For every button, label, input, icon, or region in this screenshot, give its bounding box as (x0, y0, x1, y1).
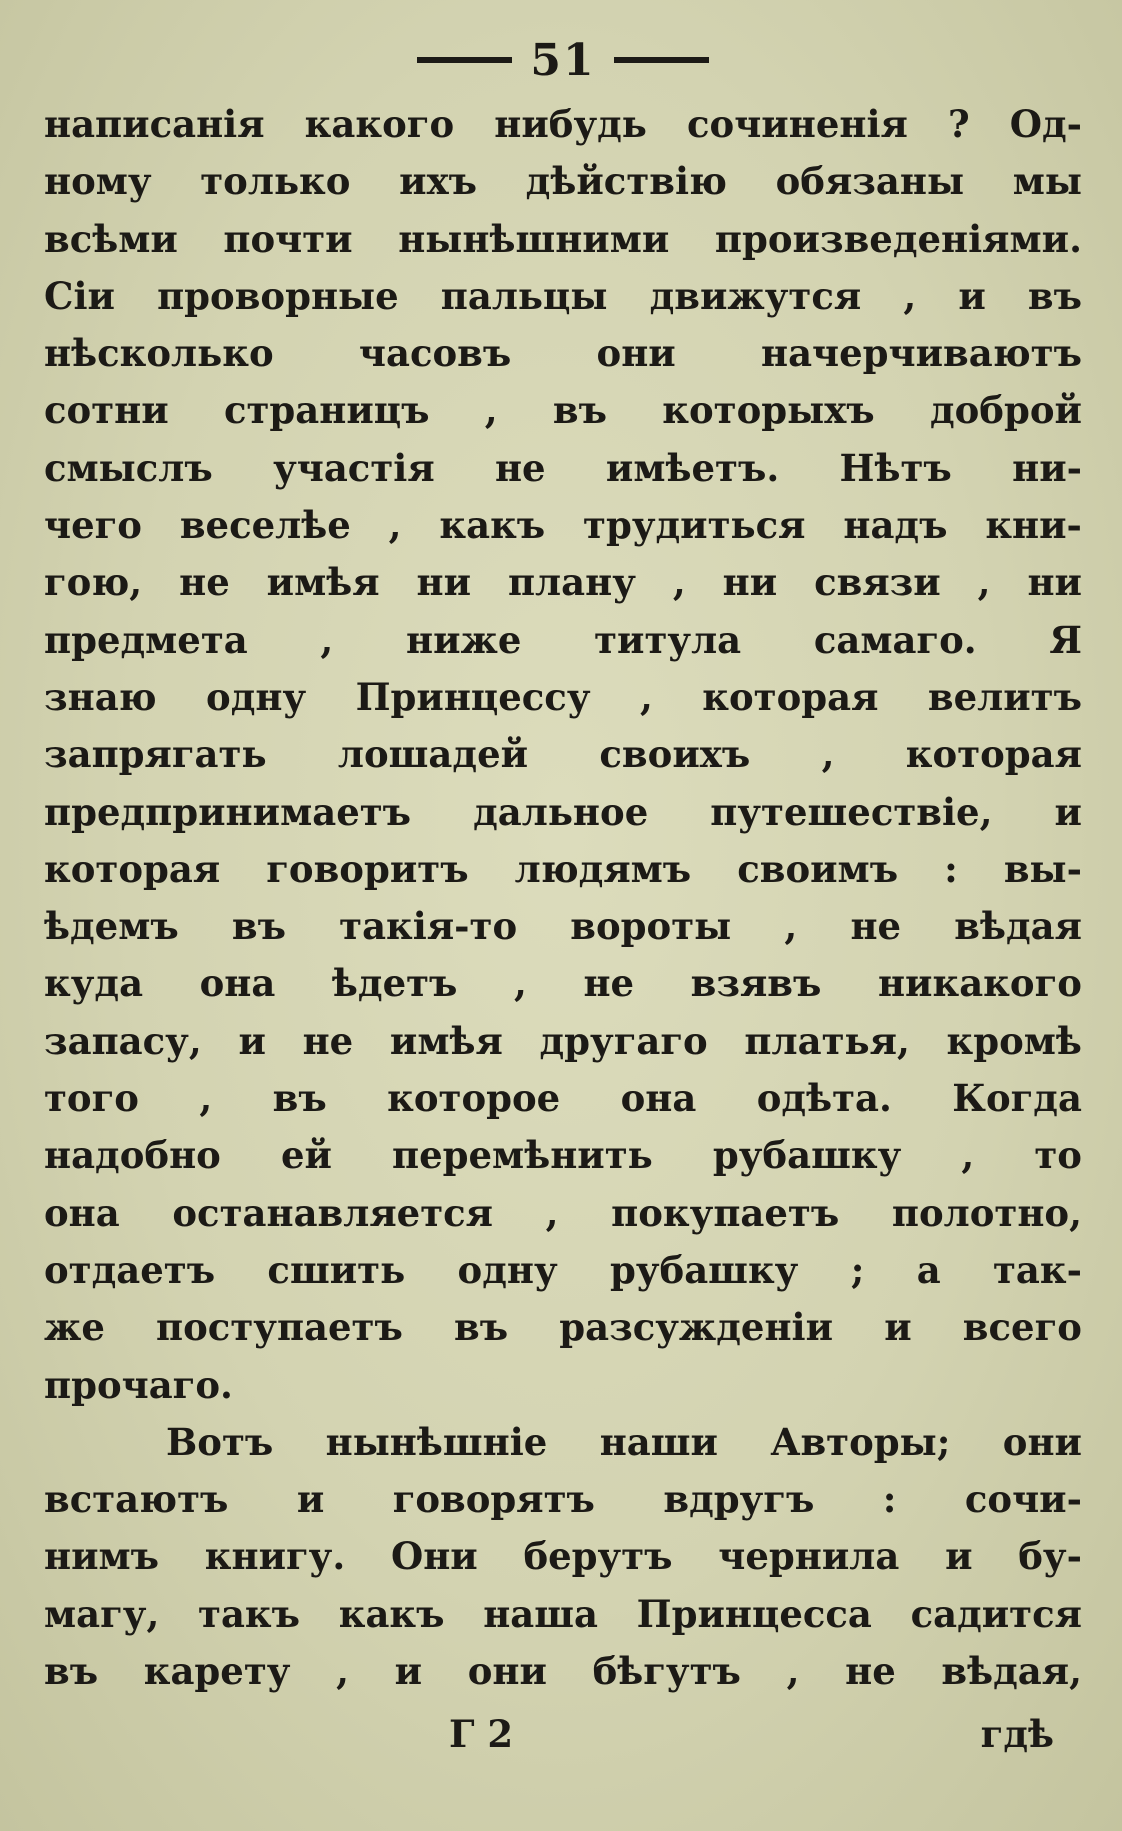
word: , (977, 560, 991, 605)
word: которая (905, 732, 1082, 777)
word: , (484, 388, 498, 433)
word: проворные (157, 273, 399, 318)
word: , (903, 273, 917, 318)
word: карету (143, 1649, 291, 1694)
word: мы (1012, 159, 1082, 204)
text-line (44, 904, 1082, 961)
word: титула (594, 617, 742, 662)
word: покупаетъ (611, 1190, 840, 1235)
body-text (44, 102, 1082, 1706)
word: берутъ (523, 1534, 673, 1579)
word: въ (272, 1076, 327, 1121)
word: которая (44, 846, 221, 891)
word: пальцы (440, 273, 608, 318)
word: только (200, 159, 351, 204)
text-line (44, 1191, 1082, 1248)
text-line (44, 217, 1082, 274)
word: такія-то (339, 904, 518, 949)
word: Сіи (44, 273, 115, 318)
word: бѣгутъ (592, 1649, 741, 1694)
word: не (850, 904, 902, 949)
text-line (44, 331, 1082, 388)
word: путешествіе, (710, 789, 993, 834)
word: въ (454, 1305, 509, 1350)
word: ни (416, 560, 472, 605)
paragraph (44, 1420, 1082, 1706)
word: , (786, 1649, 800, 1694)
word: они (1002, 1419, 1082, 1464)
word: не (494, 445, 546, 490)
word: то (1034, 1133, 1082, 1178)
word: и (958, 273, 986, 318)
word: перемѣнить (392, 1133, 653, 1178)
word: одну (457, 1247, 558, 1292)
word: ей (280, 1133, 332, 1178)
word: имѣя (266, 560, 380, 605)
word: прочаго. (44, 1362, 233, 1407)
word: въ (44, 1649, 99, 1694)
word: , (639, 674, 653, 719)
word: встаютъ (44, 1477, 229, 1522)
word: ни (722, 560, 778, 605)
text-line (44, 790, 1082, 847)
word: Од- (1009, 102, 1082, 146)
text-line (44, 274, 1082, 331)
word: , (545, 1190, 559, 1235)
text-line (44, 1363, 1082, 1420)
word: смыслъ (44, 445, 213, 490)
word: сочи- (964, 1477, 1082, 1522)
header-rule-left (417, 57, 512, 63)
word: своихъ (599, 732, 751, 777)
page-header (44, 30, 1082, 90)
word: , (961, 1133, 975, 1178)
word: ; (850, 1247, 865, 1292)
word: Принцесса (636, 1591, 872, 1636)
word: и (884, 1305, 912, 1350)
word: обязаны (775, 159, 965, 204)
text-line (44, 618, 1082, 675)
word: въ (231, 904, 286, 949)
word: веселѣе (179, 503, 351, 548)
word: : (944, 846, 958, 891)
word: имѣетъ. (605, 445, 780, 490)
word: чернила (718, 1534, 900, 1579)
word: вы- (1003, 846, 1082, 891)
text-line (44, 1019, 1082, 1076)
word: которыхъ (662, 388, 875, 433)
word: они (596, 331, 676, 376)
word: же (44, 1305, 105, 1350)
word: связи (814, 560, 941, 605)
text-line (44, 446, 1082, 503)
word: въ (1027, 273, 1082, 318)
word: ному (44, 159, 152, 204)
word: того (44, 1076, 139, 1121)
text-line (44, 159, 1082, 216)
text-line (44, 675, 1082, 732)
word: они (467, 1649, 547, 1694)
word: , (821, 732, 835, 777)
word: Авторы; (770, 1419, 951, 1464)
page-number: 51 (530, 34, 596, 86)
text-line (44, 1133, 1082, 1190)
word: и (394, 1649, 423, 1694)
word: и (238, 1018, 266, 1063)
text-line (44, 1477, 1082, 1534)
word: и (945, 1534, 973, 1579)
header-rule-right (614, 57, 709, 63)
word: въ (552, 388, 607, 433)
word: Принцессу (355, 674, 591, 719)
word: имѣя (389, 1018, 503, 1063)
word: вороты (570, 904, 732, 949)
word: доброй (929, 388, 1082, 433)
word: часовъ (358, 331, 512, 376)
text-line (44, 1649, 1082, 1706)
word: и (1054, 789, 1082, 834)
word: , (388, 503, 402, 548)
word: магу, (44, 1591, 160, 1636)
word: нѣсколько (44, 331, 274, 376)
word: плану (507, 560, 636, 605)
word: вѣдая (954, 904, 1082, 949)
word: кромѣ (946, 1018, 1082, 1063)
text-line (44, 388, 1082, 445)
word: движутся (649, 273, 862, 318)
word: ? (947, 102, 970, 146)
word: людямъ (514, 846, 692, 891)
catchword: гдѣ (980, 1712, 1054, 1757)
word: она (199, 961, 276, 1006)
word: рубашку (609, 1247, 799, 1292)
word: садится (910, 1591, 1082, 1636)
word: никакого (877, 961, 1082, 1006)
word: другаго (539, 1018, 708, 1063)
word: , (320, 617, 334, 662)
word: предпринимаетъ (44, 789, 412, 834)
word: надобно (44, 1133, 221, 1178)
word: бу- (1018, 1534, 1082, 1579)
word: не (845, 1649, 896, 1694)
word: поступаетъ (156, 1305, 403, 1350)
word: чего (44, 503, 142, 548)
word: рубашку (712, 1133, 902, 1178)
word: какъ (338, 1591, 445, 1636)
word: говорятъ (392, 1477, 595, 1522)
word: вѣдая, (941, 1649, 1082, 1694)
word: лошадей (337, 732, 529, 777)
word: , (336, 1649, 349, 1694)
word: а (916, 1247, 941, 1292)
word: она (44, 1190, 120, 1235)
word: нимъ (44, 1534, 160, 1579)
word: , (514, 961, 527, 1006)
text-line (44, 1076, 1082, 1133)
word: произведеніями. (714, 216, 1082, 261)
word: наши (599, 1419, 718, 1464)
word: начерчиваютъ (760, 331, 1082, 376)
word: ниже (405, 617, 522, 662)
text-line (44, 1592, 1082, 1649)
word: всего (962, 1305, 1082, 1350)
word: ѣдетъ (331, 961, 458, 1006)
word: нынѣшними (398, 216, 670, 261)
signature-mark: Г 2 (449, 1712, 514, 1757)
word: запрягать (44, 732, 267, 777)
word: куда (44, 961, 144, 1006)
word: знаю (44, 674, 157, 719)
word: сочиненія (687, 102, 908, 146)
word: страницъ (223, 388, 430, 433)
word: ни (1027, 560, 1082, 605)
word: одѣта. (756, 1076, 892, 1121)
word: , (784, 904, 798, 949)
word: не (583, 961, 635, 1006)
word: дальное (473, 789, 649, 834)
word: Когда (952, 1076, 1082, 1121)
word: нибудь (494, 102, 647, 146)
word: не (179, 560, 230, 605)
word: нынѣшніе (325, 1419, 548, 1464)
word: взявъ (690, 961, 822, 1006)
word: трудиться (583, 503, 806, 548)
word: отдаетъ (44, 1247, 216, 1292)
word: всѣми (44, 216, 178, 261)
text-line (44, 560, 1082, 617)
word: останавляется (172, 1190, 493, 1235)
word: полотно, (891, 1190, 1082, 1235)
word: одну (206, 674, 307, 719)
word: участія (273, 445, 435, 490)
text-line (44, 102, 1082, 159)
word: запасу, (44, 1018, 202, 1063)
word: какъ (439, 503, 546, 548)
word: надъ (843, 503, 948, 548)
word: которая (702, 674, 879, 719)
word: Вотъ (166, 1419, 274, 1464)
page-footer (44, 1706, 1082, 1766)
word: ни- (1012, 445, 1082, 490)
text-line (44, 847, 1082, 904)
word: которое (387, 1076, 561, 1121)
text-line (44, 732, 1082, 789)
word: ѣдемъ (44, 904, 179, 949)
text-line (44, 1248, 1082, 1305)
word: какого (304, 102, 455, 146)
word: говоритъ (266, 846, 469, 891)
word: такъ (198, 1591, 301, 1636)
word: платья, (744, 1018, 910, 1063)
word: и (296, 1477, 325, 1522)
word: велитъ (927, 674, 1082, 719)
word: написанія (44, 102, 265, 146)
word: , (199, 1076, 213, 1121)
word: наша (483, 1591, 598, 1636)
word: предмета (44, 617, 248, 662)
word: , (672, 560, 686, 605)
word: не (302, 1018, 354, 1063)
word: разсужденіи (559, 1305, 834, 1350)
word: кни- (985, 503, 1082, 548)
word: книгу. (204, 1534, 346, 1579)
paragraph (44, 102, 1082, 1420)
text-line (44, 1305, 1082, 1362)
word: дѣйствію (525, 159, 727, 204)
word: так- (993, 1247, 1082, 1292)
word: своимъ (737, 846, 899, 891)
word: ихъ (399, 159, 478, 204)
text-line (44, 961, 1082, 1018)
text-line (44, 503, 1082, 560)
word: сотни (44, 388, 169, 433)
word: она (620, 1076, 697, 1121)
word: самаго. (813, 617, 977, 662)
word: Я (1049, 617, 1082, 662)
text-line (44, 1534, 1082, 1591)
word: : (882, 1477, 897, 1522)
word: гою, (44, 560, 143, 605)
word: почти (223, 216, 353, 261)
word: вдругъ (663, 1477, 815, 1522)
word: Они (390, 1534, 478, 1579)
text-line (44, 1420, 1082, 1477)
word: сшить (267, 1247, 406, 1292)
word: Нѣтъ (839, 445, 952, 490)
